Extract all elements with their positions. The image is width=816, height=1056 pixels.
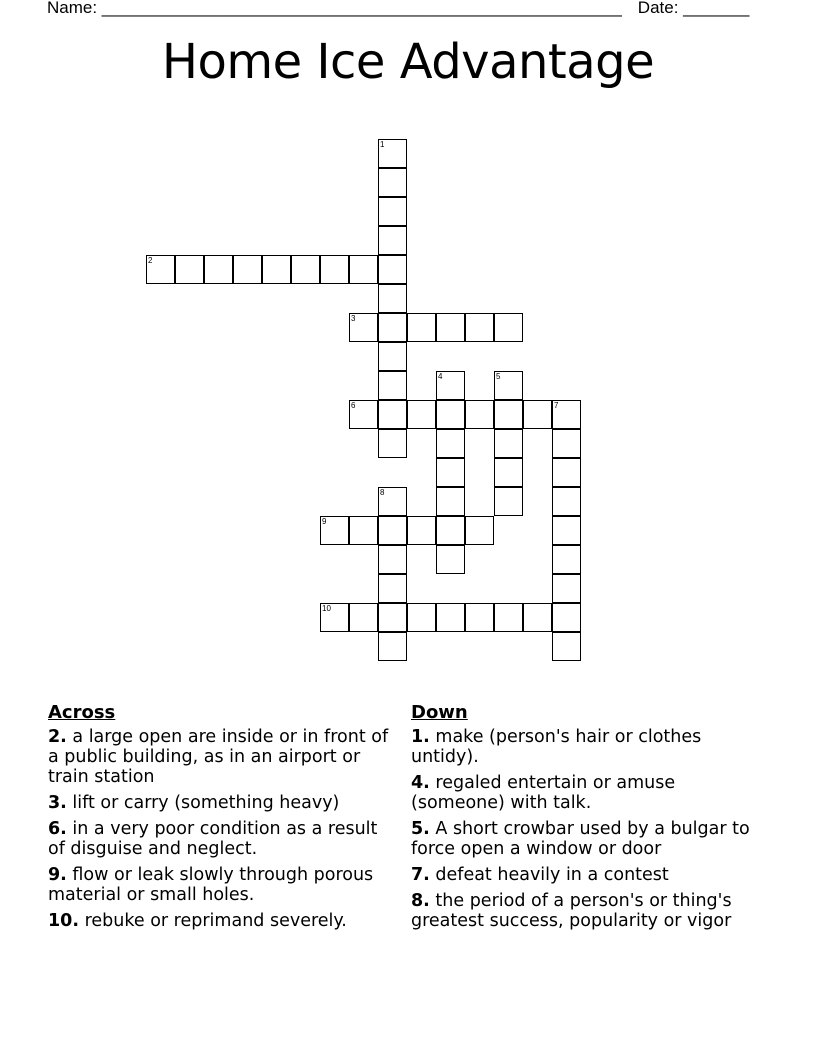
grid-cell[interactable] bbox=[349, 400, 378, 429]
grid-cell[interactable] bbox=[378, 487, 407, 516]
grid-cell[interactable] bbox=[465, 603, 494, 632]
grid-cell[interactable] bbox=[378, 168, 407, 197]
grid-cell[interactable] bbox=[378, 342, 407, 371]
grid-cell[interactable] bbox=[494, 429, 523, 458]
grid-cell[interactable] bbox=[494, 458, 523, 487]
puzzle-title: Home Ice Advantage bbox=[161, 34, 655, 90]
cell-number: 3 bbox=[351, 314, 356, 323]
grid-cell[interactable] bbox=[262, 255, 291, 284]
grid-cell[interactable] bbox=[494, 313, 523, 342]
grid-cell[interactable] bbox=[523, 400, 552, 429]
cell-number: 6 bbox=[351, 401, 356, 410]
grid-cell[interactable] bbox=[349, 313, 378, 342]
grid-cell[interactable] bbox=[436, 400, 465, 429]
grid-cell[interactable] bbox=[146, 255, 175, 284]
grid-cell[interactable] bbox=[436, 313, 465, 342]
grid-cell[interactable] bbox=[465, 400, 494, 429]
cell-number: 8 bbox=[380, 488, 385, 497]
grid-cell[interactable] bbox=[494, 487, 523, 516]
grid-cell[interactable] bbox=[233, 255, 262, 284]
clue-across-3: 3. lift or carry (something heavy) bbox=[48, 793, 340, 813]
name-field[interactable]: Name: _______________________________________________________ bbox=[47, 0, 622, 17]
grid-cell[interactable] bbox=[552, 632, 581, 661]
grid-cell[interactable] bbox=[552, 603, 581, 632]
grid-cell[interactable] bbox=[378, 313, 407, 342]
grid-cell[interactable] bbox=[436, 516, 465, 545]
grid-cell[interactable] bbox=[552, 487, 581, 516]
grid-cell[interactable] bbox=[407, 313, 436, 342]
grid-cell[interactable] bbox=[552, 574, 581, 603]
grid-cell[interactable] bbox=[407, 400, 436, 429]
clue-across-9: 9. flow or leak slowly through porous material or small holes. bbox=[48, 865, 374, 905]
grid-cell[interactable] bbox=[378, 429, 407, 458]
grid-cell[interactable] bbox=[378, 632, 407, 661]
cell-number: 2 bbox=[148, 256, 153, 265]
grid-cell[interactable] bbox=[378, 545, 407, 574]
grid-cell[interactable] bbox=[552, 429, 581, 458]
grid-cell[interactable] bbox=[436, 429, 465, 458]
grid-cell[interactable] bbox=[291, 255, 320, 284]
grid-cell[interactable] bbox=[523, 603, 552, 632]
grid-cell[interactable] bbox=[320, 603, 349, 632]
date-field[interactable]: Date: _______ bbox=[637, 0, 750, 17]
clue-down-5: 5. A short crowbar used by a bulgar to force open a window or door bbox=[411, 819, 750, 859]
clue-down-1: 1. make (person's hair or clothes untidy). bbox=[411, 727, 702, 767]
grid-cell[interactable] bbox=[204, 255, 233, 284]
grid-cell[interactable] bbox=[349, 603, 378, 632]
clue-down-8: 8. the period of a person's or thing's greatest success, popularity or vigor bbox=[411, 891, 732, 931]
grid-cell[interactable] bbox=[494, 371, 523, 400]
grid-cell[interactable] bbox=[407, 516, 436, 545]
cell-number: 1 bbox=[380, 140, 385, 149]
cell-number: 5 bbox=[496, 372, 501, 381]
grid-cell[interactable] bbox=[378, 139, 407, 168]
grid-cell[interactable] bbox=[349, 516, 378, 545]
grid-cell[interactable] bbox=[378, 603, 407, 632]
grid-cell[interactable] bbox=[552, 458, 581, 487]
grid-cell[interactable] bbox=[378, 197, 407, 226]
grid-cell[interactable] bbox=[378, 516, 407, 545]
grid-cell[interactable] bbox=[349, 255, 378, 284]
grid-cell[interactable] bbox=[465, 313, 494, 342]
across-clues bbox=[48, 702, 393, 937]
clue-across-10: 10. rebuke or reprimand severely. bbox=[48, 911, 347, 931]
grid-cell[interactable] bbox=[436, 603, 465, 632]
clue-down-4: 4. regaled entertain or amuse (someone) with talk. bbox=[411, 773, 676, 813]
across-heading: Across bbox=[48, 702, 116, 723]
grid-cell[interactable] bbox=[436, 545, 465, 574]
grid-cell[interactable] bbox=[378, 574, 407, 603]
clue-across-6: 6. in a very poor condition as a result of disguise and neglect. bbox=[48, 819, 378, 859]
clue-down-7: 7. defeat heavily in a contest bbox=[411, 865, 669, 885]
grid-cell[interactable] bbox=[378, 255, 407, 284]
grid-cell[interactable] bbox=[378, 400, 407, 429]
cell-number: 10 bbox=[322, 604, 331, 613]
down-heading: Down bbox=[411, 702, 468, 723]
grid-cell[interactable] bbox=[552, 545, 581, 574]
grid-cell[interactable] bbox=[320, 516, 349, 545]
grid-cell[interactable] bbox=[378, 371, 407, 400]
grid-cell[interactable] bbox=[552, 400, 581, 429]
grid-cell[interactable] bbox=[378, 284, 407, 313]
cell-number: 4 bbox=[438, 372, 443, 381]
grid-cell[interactable] bbox=[494, 400, 523, 429]
grid-cell[interactable] bbox=[378, 226, 407, 255]
grid-cell[interactable] bbox=[436, 371, 465, 400]
grid-cell[interactable] bbox=[436, 487, 465, 516]
grid-cell[interactable] bbox=[436, 458, 465, 487]
grid-cell[interactable] bbox=[175, 255, 204, 284]
grid-cell[interactable] bbox=[552, 516, 581, 545]
grid-cell[interactable] bbox=[320, 255, 349, 284]
cell-number: 9 bbox=[322, 517, 327, 526]
grid-cell[interactable] bbox=[465, 516, 494, 545]
grid-cell[interactable] bbox=[407, 603, 436, 632]
grid-cell[interactable] bbox=[494, 603, 523, 632]
down-clues bbox=[411, 702, 756, 937]
cell-number: 7 bbox=[554, 401, 559, 410]
clue-across-2: 2. a large open are inside or in front of a public building, as in an airport or train station bbox=[48, 727, 389, 787]
